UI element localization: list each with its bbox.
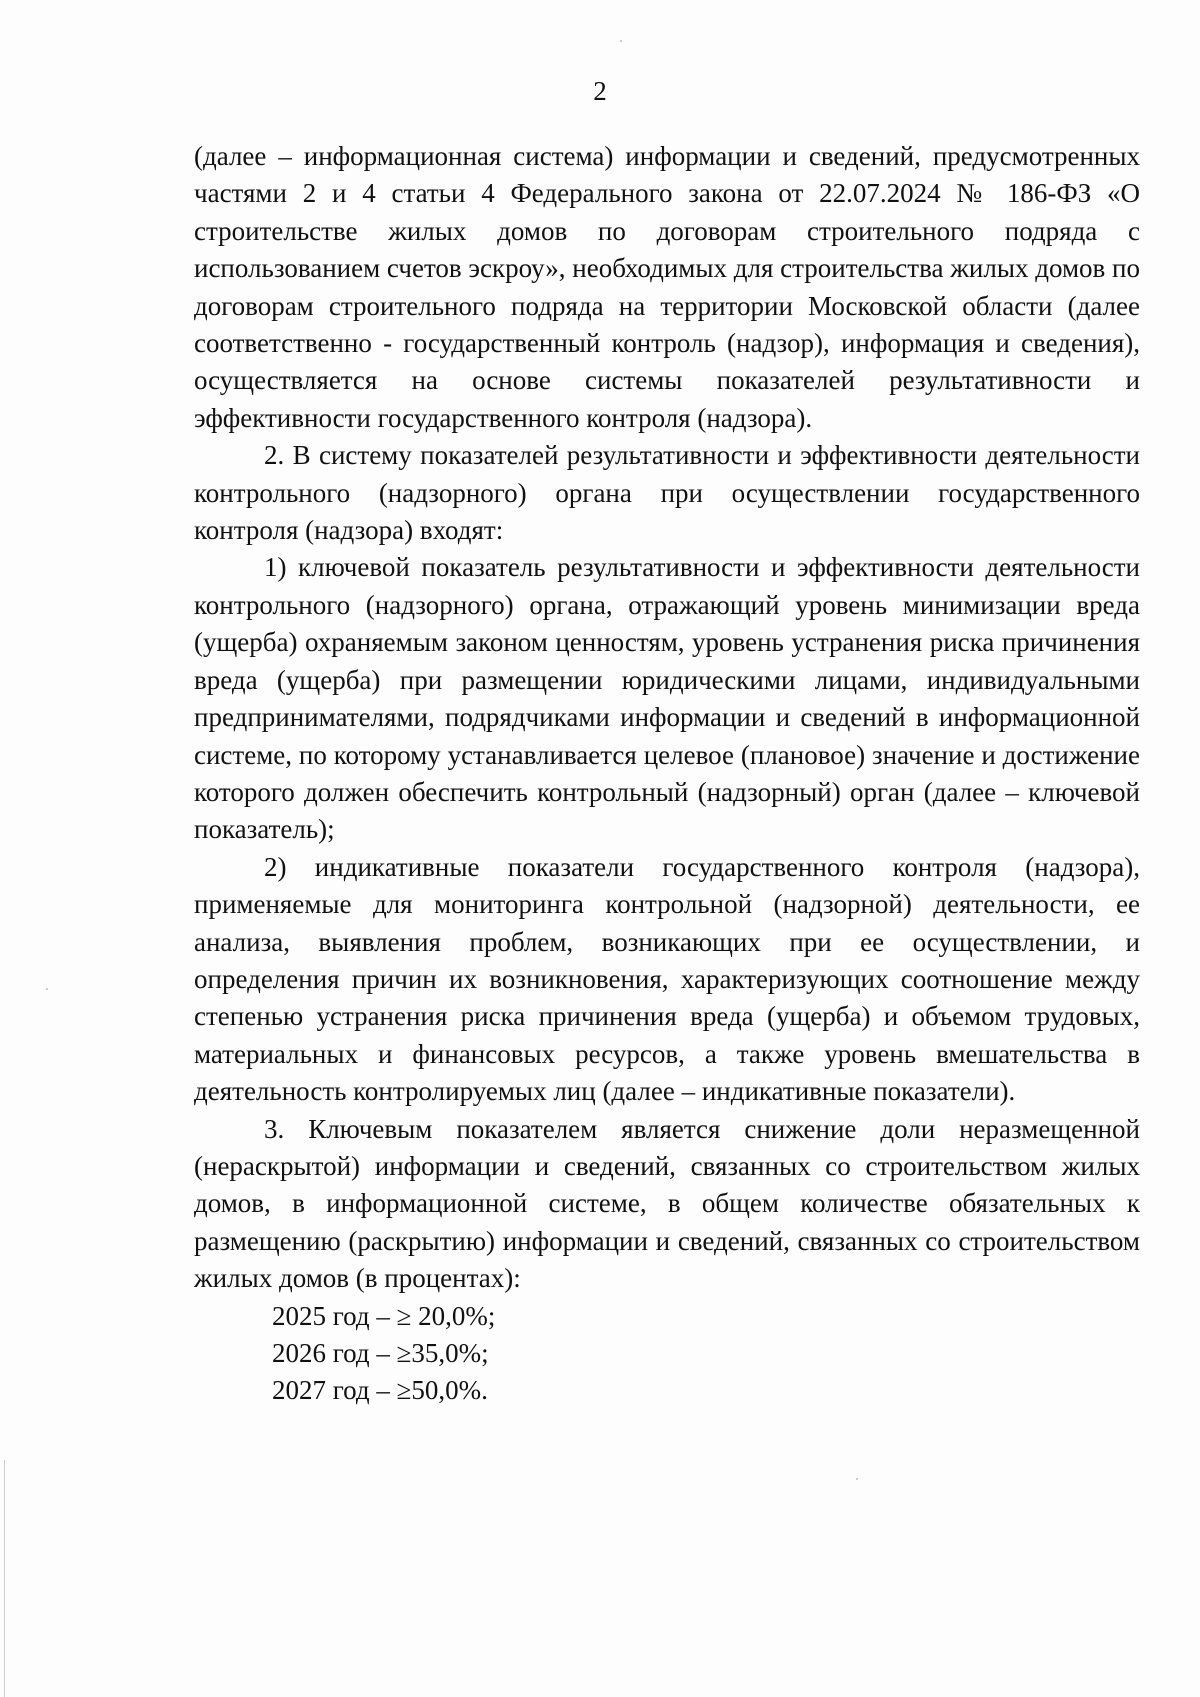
page-number: 2 [593, 76, 607, 106]
paragraph-continuation: (далее – информационная система) информации и сведений, предусмотренных частями 2 и 4 статьи 4 Федерального закона от 22.07.2024 № 186-ФЗ «О строительстве жилых домов по договорам строительного подряда с использованием счетов эскроу», необходимых для строительства жилых домов по договорам строительного подряда на территории Московской области (далее соответственно - государственный контроль (надзор), информация и сведения), осуществляется на основе системы показателей результативности и эффективности государственного контроля (надзора). [194, 141, 1140, 433]
paragraph-item-2: 2. В систему показателей результативности и эффективности деятельности контрольного (надзорного) органа при осуществлении государственного контроля (надзора) входят: [194, 440, 1140, 546]
paragraph-subitem-1: 1) ключевой показатель результативности и эффективности деятельности контрольного (надзорного) органа, отражающий уровень минимизации вреда (ущерба) охраняемым законом ценностям, уровень устранения риска причинения вреда (ущерба) при размещении юридическими лицами, индивидуальными предпринимателями, подрядчиками информации и сведений в информационной системе, по которому устанавливается целевое (плановое) значение и достижение которого должен обеспечить контрольный (надзорный) орган (далее – ключевой показатель); [194, 552, 1140, 845]
paragraph-subitem-2: 2) индикативные показатели государственного контроля (надзора), применяемые для мониторинга контрольной (надзорной) деятельности, ее анализа, выявления проблем, возникающих при ее осуществлении, и определения причин их возникновения, характеризующих соотношение между степенью устранения риска причинения вреда (ущерба) и объемом трудовых, материальных и финансовых ресурсов, а также уровень вмешательства в деятельность контролируемых лиц (далее – индикативные показатели). [194, 851, 1140, 1107]
scan-speck [46, 988, 48, 990]
target-value-2025: 2025 год – ≥ 20,0%; [272, 1300, 496, 1331]
document-body [194, 138, 1140, 1410]
scan-speck [856, 1478, 858, 1480]
scan-speck [620, 40, 622, 42]
paragraph-item-3: 3. Ключевым показателем является снижение доли неразмещенной (нераскрытой) информации и сведений, связанных со строительством жилых домов, в информационной системе, в общем количестве обязательных к размещению (раскрытию) информации и сведений, связанных со строительством жилых домов (в процентах): [194, 1113, 1140, 1294]
scan-edge-line [4, 1460, 5, 1697]
target-value-2026: 2026 год – ≥35,0%; [272, 1338, 489, 1368]
target-value-2027: 2027 год – ≥50,0%. [272, 1375, 488, 1406]
